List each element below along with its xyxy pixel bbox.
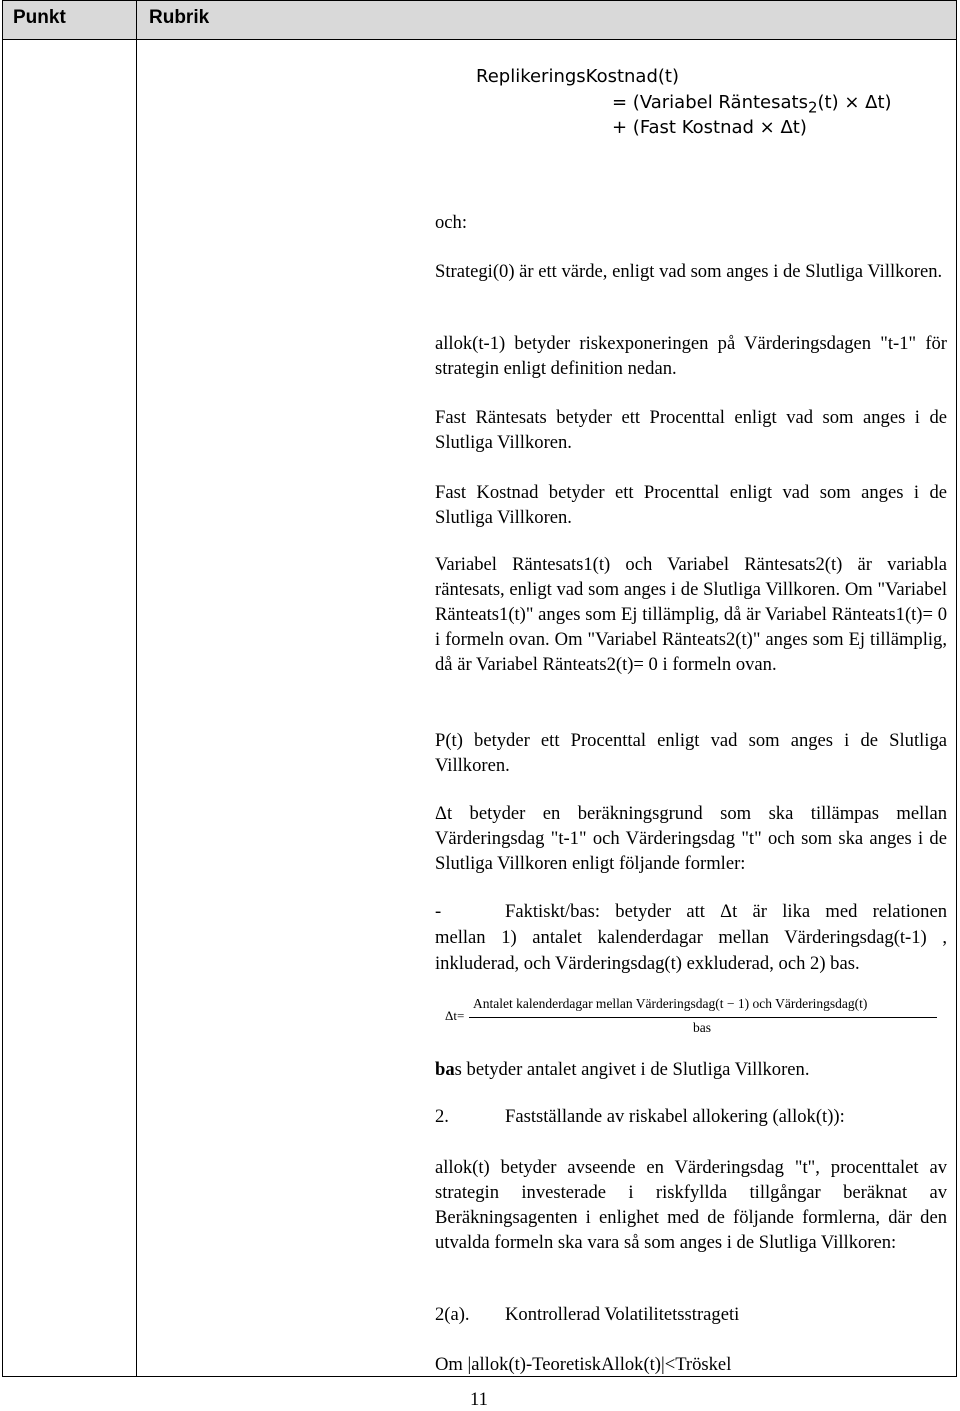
formula-line-3: + (Fast Kostnad × Δt) bbox=[612, 117, 807, 138]
formula-line-2-sub: 2 bbox=[807, 98, 818, 117]
paragraph-bas bbox=[435, 1057, 947, 1082]
paragraph-allok: allok(t-1) betyder riskexponeringen på Värderingsdagen "t-1" för strategin enligt definition nedan. bbox=[435, 333, 947, 379]
column-divider bbox=[136, 1, 137, 1376]
paragraph-och: och: bbox=[435, 212, 468, 233]
header-punkt: Punkt bbox=[13, 7, 66, 28]
formula-line-2-pre: = (Variabel Räntesats bbox=[612, 92, 808, 113]
item-2a-heading: Kontrollerad Volatilitetsstrageti bbox=[505, 1304, 740, 1325]
page-number: 11 bbox=[470, 1389, 488, 1410]
dash-marker: - bbox=[435, 901, 442, 922]
delta-t-fraction bbox=[445, 996, 940, 1040]
bas-bold: ba bbox=[435, 1059, 455, 1080]
fraction-lhs: Δt= bbox=[445, 1008, 465, 1023]
paragraph-fast-kostnad: Fast Kostnad betyder ett Procenttal enligt vad som anges i de Slutliga Villkoren. bbox=[435, 482, 947, 528]
formula-line-2-post: (t) × Δt) bbox=[817, 92, 892, 113]
paragraph-om-troskel: Om |allok(t)-TeoretiskAllok(t)|<Tröskel bbox=[435, 1354, 732, 1375]
paragraph-p-t: P(t) betyder ett Procenttal enligt vad som anges i de Slutliga Villkoren. bbox=[435, 730, 947, 776]
faktiskt-rest: mellan 1) antalet kalenderdagar mellan Värderingsdag(t-1) , inkluderad, och Värderingsdag(t) exkluderad, och 2) bas. bbox=[435, 927, 947, 974]
faktiskt-first-line: Faktiskt/bas: betyder att Δt är lika med relationen bbox=[505, 901, 947, 922]
paragraph-strategi: Strategi(0) är ett värde, enligt vad som anges i de Slutliga Villkoren. bbox=[435, 261, 943, 282]
table-header-row bbox=[3, 1, 956, 40]
item-2a-number: 2(a). bbox=[435, 1304, 470, 1325]
list-item-faktiskt bbox=[435, 899, 947, 977]
fraction-bar bbox=[469, 1017, 937, 1018]
item-2-heading: Fastställande av riskabel allokering (allok(t)): bbox=[505, 1106, 845, 1127]
paragraph-delta-t: Δt betyder en beräkningsgrund som ska tillämpas mellan Värderingsdag "t-1" och Värderingsdag "t" och som ska anges i de Slutliga Villkoren enligt följande formler: bbox=[435, 803, 947, 874]
paragraph-allok-t: allok(t) betyder avseende en Värderingsdag "t", procenttalet av strategin investerade i riskfyllda tillgångar beräknat av Beräkningsagenten i enlighet med de följande formlerna, där den utvalda formeln ska vara så som anges i de Slutliga Villkoren: bbox=[435, 1157, 947, 1253]
item-2-number: 2. bbox=[435, 1106, 449, 1127]
header-rubrik: Rubrik bbox=[149, 7, 210, 28]
paragraph-variabel: Variabel Räntesats1(t) och Variabel Räntesats2(t) är variabla räntesats, enligt vad som anges i de Slutliga Villkoren. Om "Variabel Ränteats1(t)" anges som Ej tillämplig, då är Variabel Ränteats1(t)= 0 i formeln ovan. Om "Variabel Ränteats2(t)" anges som Ej tillämplig, då är Variabel Ränteats2(t)= 0 i formeln ovan. bbox=[435, 554, 947, 675]
fraction-denominator: bas bbox=[693, 1020, 711, 1035]
bas-rest: s betyder antalet angivet i de Slutliga Villkoren. bbox=[454, 1059, 810, 1080]
paragraph-fast-rantesats: Fast Räntesats betyder ett Procenttal enligt vad som anges i de Slutliga Villkoren. bbox=[435, 407, 947, 453]
formula-line-1: ReplikeringsKostnad(t) bbox=[476, 66, 679, 87]
fraction-numerator: Antalet kalenderdagar mellan Värderingsdag(t − 1) och Värderingsdag(t) bbox=[473, 996, 868, 1011]
